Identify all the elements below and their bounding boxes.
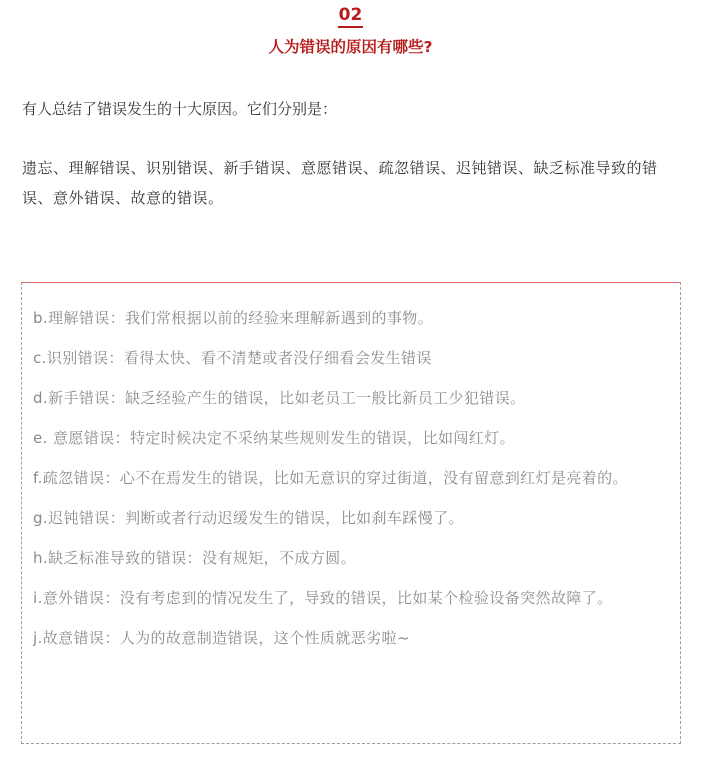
explanation-list	[33, 298, 673, 658]
explanation-item-g: g.迟钝错误：判断或者行动迟缓发生的错误，比如刹车踩慢了。	[33, 509, 464, 527]
explanation-box	[21, 282, 681, 744]
section-title: 人为错误的原因有哪些?	[268, 38, 433, 56]
explanation-item-e: e. 意愿错误：特定时候决定不采纳某些规则发生的错误，比如闯红灯。	[33, 429, 515, 447]
explanation-item-f: f.疏忽错误：心不在焉发生的错误，比如无意识的穿过街道，没有留意到红灯是亮着的。	[33, 469, 628, 487]
intro-paragraph: 有人总结了错误发生的十大原因。它们分别是：	[22, 100, 338, 118]
explanation-item-h: h.缺乏标准导致的错误：没有规矩，不成方圆。	[33, 549, 357, 567]
explanation-item-i: i.意外错误：没有考虑到的情况发生了，导致的错误，比如某个检验设备突然故障了。	[33, 589, 613, 607]
explanation-item-c: c.识别错误：看得太快、看不清楚或者没仔细看会发生错误	[33, 349, 432, 367]
explanation-item-d: d.新手错误：缺乏经验产生的错误，比如老员工一般比新员工少犯错误。	[33, 389, 526, 407]
explanation-item-j: j.故意错误：人为的故意制造错误，这个性质就恶劣啦~	[33, 629, 410, 647]
explanation-item-b: b.理解错误：我们常根据以前的经验来理解新遇到的事物。	[33, 309, 434, 327]
section-number-text: 02	[338, 5, 364, 28]
causes-list-paragraph: 遗忘、理解错误、识别错误、新手错误、意愿错误、疏忽错误、迟钝错误、缺乏标准导致的错误、意外错误、故意的错误。	[22, 159, 658, 207]
section-number	[0, 4, 701, 26]
